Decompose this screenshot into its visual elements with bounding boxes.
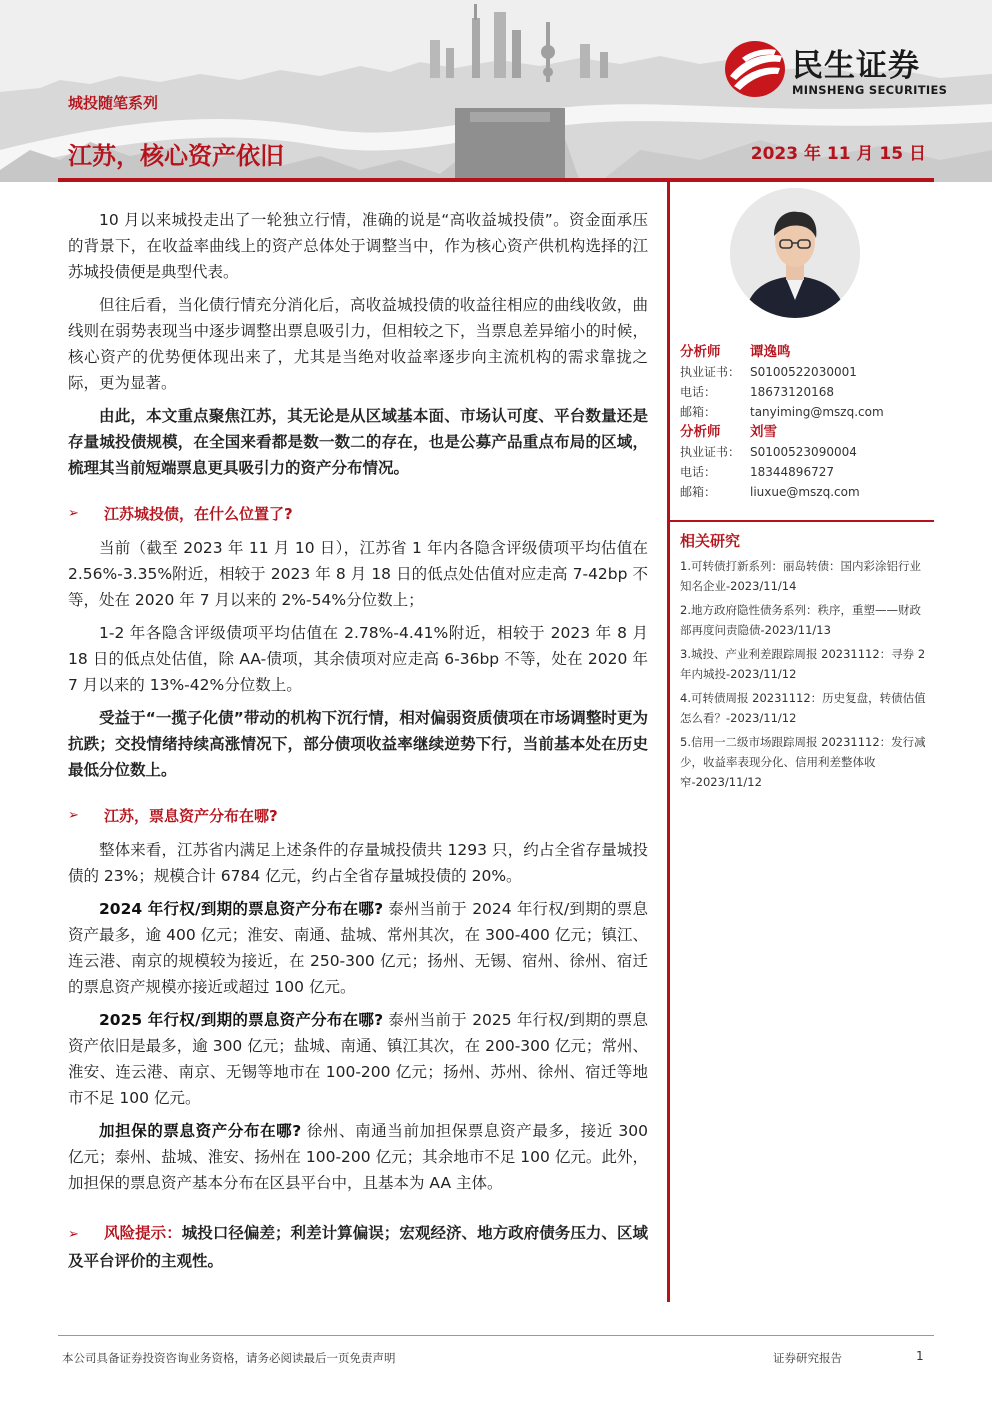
related-research-item[interactable]: 3.城投、产业利差跟踪周报 20231112：寻券 2 年内城投-2023/11/12 bbox=[680, 647, 926, 681]
person-portrait-icon bbox=[730, 188, 860, 318]
answer-text: 徐州、南通当前加担保票息资产最多，接近 300 亿元；泰州、盐城、淮安、扬州在 100-200 亿元；其余地市不足 100 亿元。此外，加担保的票息资产基本分布在区县平台中，且基本为 AA 主体。 bbox=[68, 1122, 648, 1192]
risk-warning bbox=[68, 1220, 648, 1274]
phone-number: 18344896727 bbox=[750, 465, 834, 479]
body-paragraph bbox=[68, 896, 648, 1000]
email-label: 邮箱： bbox=[680, 485, 717, 499]
related-research-item[interactable]: 2.地方政府隐性债务系列：秩序，重塑——财政部再度问责隐债-2023/11/13 bbox=[680, 603, 921, 637]
phone-label: 电话： bbox=[680, 465, 717, 479]
cert-label: 执业证书： bbox=[680, 365, 741, 379]
question-lead: 2024 年行权/到期的票息资产分布在哪? bbox=[99, 900, 384, 918]
cert-number: S0100522030001 bbox=[750, 365, 857, 379]
logo-english-name: MINSHENG SECURITIES bbox=[792, 83, 948, 97]
minsheng-logo-icon bbox=[722, 38, 788, 100]
body-paragraph: 当前（截至 2023 年 11 月 10 日），江苏省 1 年内各隐含评级债项平均估值在 2.56%-3.35%附近，相较于 2023 年 8 月 18 日的低点处估值对应走高 7-42bp 不等，处在 2020 年 7 月以来的 2%-54%分位数上； bbox=[68, 539, 648, 609]
arrow-bullet-icon: ➢ bbox=[68, 506, 79, 521]
section-title: 江苏，票息资产分布在哪? bbox=[104, 807, 278, 825]
report-header bbox=[0, 0, 992, 182]
analyst-role: 分析师 bbox=[680, 344, 721, 360]
related-research-item[interactable]: 1.可转债打新系列：丽岛转债：国内彩涂铝行业知名企业-2023/11/14 bbox=[680, 559, 921, 593]
footer-disclaimer: 本公司具备证券投资咨询业务资格，请务必阅读最后一页免责声明 bbox=[62, 1351, 396, 1365]
page-number: 1 bbox=[916, 1349, 924, 1363]
minsheng-logo bbox=[722, 38, 962, 102]
cert-label: 执业证书： bbox=[680, 445, 741, 459]
body-paragraph bbox=[68, 1118, 648, 1196]
related-research-title: 相关研究 bbox=[680, 532, 741, 550]
email-address[interactable]: tanyiming@mszq.com bbox=[750, 405, 884, 419]
phone-label: 电话： bbox=[680, 385, 717, 399]
intro-paragraph: 但往后看，当化债行情充分消化后，高收益城投债的收益往相应的曲线收敛，曲线则在弱势表现当中逐步调整出票息吸引力，但相较之下，当票息差异缩小的时候，核心资产的优势便体现出来了，尤其是当绝对收益率逐步向主流机构的需求靠拢之际，更为显著。 bbox=[68, 296, 648, 392]
section-title: 江苏城投债，在什么位置了? bbox=[104, 505, 293, 523]
question-lead: 2025 年行权/到期的票息资产分布在哪? bbox=[99, 1011, 384, 1029]
email-address[interactable]: liuxue@mszq.com bbox=[750, 485, 860, 499]
report-date: 2023 年 11 月 15 日 bbox=[750, 144, 926, 164]
report-series: 城投随笔系列 bbox=[68, 94, 159, 112]
analyst-name: 谭逸鸣 bbox=[750, 344, 791, 360]
body-paragraph: 1-2 年各隐含评级债项平均估值在 2.78%-4.41%附近，相较于 2023 年 8 月 18 日的低点处估值，除 AA-债项，其余债项对应走高 6-36bp 不等，处在 2020 年 7 月以来的 13%-42%分位数上。 bbox=[68, 624, 648, 694]
email-label: 邮箱： bbox=[680, 405, 717, 419]
risk-text: 城投口径偏差；利差计算偏误；宏观经济、地方政府债务压力、区域及平台评价的主观性。 bbox=[68, 1224, 648, 1270]
footer-doc-type: 证券研究报告 bbox=[773, 1351, 842, 1365]
cert-number: S0100523090004 bbox=[750, 445, 857, 459]
phone-number: 18673120168 bbox=[750, 385, 834, 399]
footer-divider bbox=[58, 1335, 934, 1336]
section-heading bbox=[68, 805, 648, 826]
intro-paragraph: 10 月以来城投走出了一轮独立行情，准确的说是“高收益城投债”。资金面承压的背景下，在收益率曲线上的资产总体处于调整当中，作为核心资产供机构选择的江苏城投债便是典型代表。 bbox=[68, 211, 648, 281]
sidebar-divider bbox=[670, 520, 934, 522]
risk-label: 风险提示： bbox=[104, 1224, 182, 1242]
related-research-list bbox=[680, 556, 930, 796]
arrow-bullet-icon: ➢ bbox=[68, 1227, 79, 1242]
answer-text: 泰州当前于 2024 年行权/到期的票息资产最多，逾 400 亿元；淮安、南通、盐城、常州其次，在 300-400 亿元；镇江、连云港、南京的规模较为接近，在 250-300 亿元；扬州、无锡、宿州、徐州、宿迁的票息资产规模亦接近或超过 100 亿元。 bbox=[68, 900, 648, 996]
question-lead: 加担保的票息资产分布在哪? bbox=[99, 1122, 302, 1140]
header-divider bbox=[58, 178, 934, 182]
arrow-bullet-icon: ➢ bbox=[68, 808, 79, 823]
analyst-photo bbox=[730, 188, 860, 318]
intro-summary: 由此，本文重点聚焦江苏，其无论是从区域基本面、市场认可度、平台数量还是存量城投债规模，在全国来看都是数一数二的存在，也是公募产品重点布局的区域，梳理其当前短端票息更具吸引力的资产分布情况。 bbox=[68, 407, 648, 477]
body-paragraph bbox=[68, 1007, 648, 1111]
analyst-name: 刘雪 bbox=[750, 424, 777, 440]
answer-text: 泰州当前于 2025 年行权/到期的票息资产依旧是最多，逾 300 亿元；盐城、南通、镇江其次，在 200-300 亿元；常州、淮安、连云港、南京、无锡等地市在 100-200 亿元；扬州、苏州、徐州、宿迁等地市不足 100 亿元。 bbox=[68, 1011, 648, 1107]
body-paragraph: 整体来看，江苏省内满足上述条件的存量城投债共 1293 只，约占全省存量城投债的 23%；规模合计 6784 亿元，约占全省存量城投债的 20%。 bbox=[68, 841, 648, 885]
column-divider bbox=[667, 182, 670, 1302]
analyst-card bbox=[680, 422, 935, 502]
section-heading bbox=[68, 503, 648, 524]
report-title: 江苏，核心资产依旧 bbox=[68, 142, 284, 170]
analyst-card bbox=[680, 342, 935, 422]
report-body bbox=[68, 207, 648, 1274]
logo-chinese-name: 民生证券 bbox=[792, 48, 920, 84]
related-research-item[interactable]: 5.信用一二级市场跟踪周报 20231112：发行减少，收益率表现分化、信用利差整体收窄-2023/11/12 bbox=[680, 735, 926, 789]
analyst-role: 分析师 bbox=[680, 424, 721, 440]
related-research-item[interactable]: 4.可转债周报 20231112：历史复盘，转债估值怎么看？-2023/11/12 bbox=[680, 691, 926, 725]
body-summary: 受益于“一揽子化债”带动的机构下沉行情，相对偏弱资质债项在市场调整时更为抗跌；交投情绪持续高涨情况下，部分债项收益率继续逆势下行，当前基本处在历史最低分位数上。 bbox=[68, 709, 648, 779]
